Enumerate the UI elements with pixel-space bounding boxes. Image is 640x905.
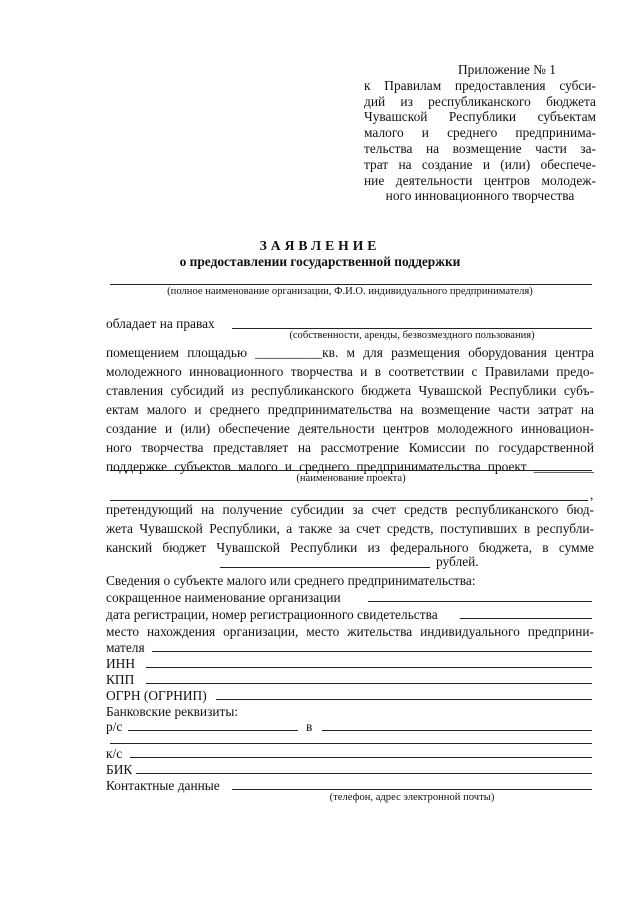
annex-line: малого и среднего предпринима- [364, 125, 596, 141]
registration-field[interactable] [460, 618, 592, 619]
kpp-field[interactable] [146, 683, 592, 684]
contacts-caption: (телефон, адрес электронной почты) [329, 792, 495, 803]
subsidy-line: жета Чувашской Республики, а также за счет средств, поступивших в республи- [106, 521, 594, 536]
short-name-label: сокращенное наименование организации [106, 590, 341, 605]
body-line: ставления субсидий из республиканского бюджета Чувашской Республики субъ- [106, 383, 594, 398]
project-name-field-2[interactable] [110, 500, 588, 501]
annex-line: трат на создание и (или) обеспече- [364, 156, 596, 172]
bank-in-label: в [306, 719, 313, 734]
body-line: ектам малого и среднего предпринимательства на возмещение части затрат на [106, 402, 594, 417]
location-label-end: мателя [106, 640, 145, 655]
amount-field[interactable] [220, 567, 430, 568]
subsidy-line: канский бюджет Чувашской Республики из федерального бюджета, в сумме [106, 540, 594, 555]
bank-name-field[interactable] [322, 730, 592, 731]
ogrn-field[interactable] [216, 699, 592, 700]
subsidy-line: претендующий на получение субсидии за счет средств республиканского бюд- [106, 502, 594, 517]
location-field[interactable] [152, 651, 592, 652]
annex-block [364, 62, 596, 204]
ks-field[interactable] [130, 757, 592, 758]
body-line: молодежного инновационного творчества и в соответствии с Правилами предо- [106, 364, 594, 379]
registration-label: дата регистрации, номер регистрационного свидетельства [106, 607, 438, 622]
contacts-field[interactable] [232, 789, 592, 790]
annex-number: Приложение № 1 [457, 62, 556, 77]
kpp-label: КПП [106, 672, 135, 687]
info-header: Сведения о субъекте малого или среднего предпринимательства: [106, 573, 476, 588]
body-line: ного творчества представляет на рассмотрение Комиссии по государственной [106, 440, 594, 455]
rights-field[interactable] [232, 328, 592, 329]
location-label: место нахождения организации, место жительства индивидуального предприни- [106, 624, 594, 639]
document-subtitle: о предоставлении государственной поддержки [179, 254, 461, 269]
inn-field[interactable] [146, 667, 592, 668]
project-comma: , [590, 487, 594, 502]
annex-line: ного инновационного творчества [385, 188, 575, 204]
annex-line: ние деятельности центров молодеж- [364, 172, 596, 188]
ks-label: к/с [106, 746, 123, 761]
rights-caption: (собственности, аренды, безвозмездного пользования) [289, 330, 535, 341]
inn-label: ИНН [106, 656, 136, 671]
bik-field[interactable] [136, 773, 592, 774]
rs-field[interactable] [128, 730, 298, 731]
annex-line: Чувашской Республики субъектам [364, 109, 596, 125]
body-line: создание и (или) обеспечение деятельности центров молодежного инновацион- [106, 421, 594, 436]
rights-label: обладает на правах [106, 316, 215, 331]
contacts-label: Контактные данные [106, 778, 220, 793]
org-name-caption: (полное наименование организации, Ф.И.О. индивидуального предпринимателя) [167, 286, 533, 297]
org-name-field[interactable] [110, 284, 592, 285]
body-line: поддержке субъектов малого и среднего предпринимательства проект _________ [106, 459, 594, 474]
annex-line: к Правилам предоставления субси- [364, 77, 596, 93]
project-name-field[interactable] [110, 470, 592, 471]
short-name-field[interactable] [368, 601, 592, 602]
bank-name-field-2[interactable] [110, 743, 592, 744]
annex-line: тельства на возмещение части за- [364, 140, 596, 156]
bik-label: БИК [106, 762, 133, 777]
project-name-caption: (наименование проекта) [296, 473, 406, 484]
document-title: ЗАЯВЛЕНИЕ [259, 238, 381, 253]
body-line: помещением площадью __________кв. м для размещения оборудования центра [106, 345, 594, 360]
bank-header: Банковские реквизиты: [106, 704, 239, 719]
rs-label: р/с [106, 719, 123, 734]
ogrn-label: ОГРН (ОГРНИП) [106, 688, 207, 703]
annex-line: дий из республиканского бюджета [364, 93, 596, 109]
rubles-label: рублей. [436, 554, 479, 569]
